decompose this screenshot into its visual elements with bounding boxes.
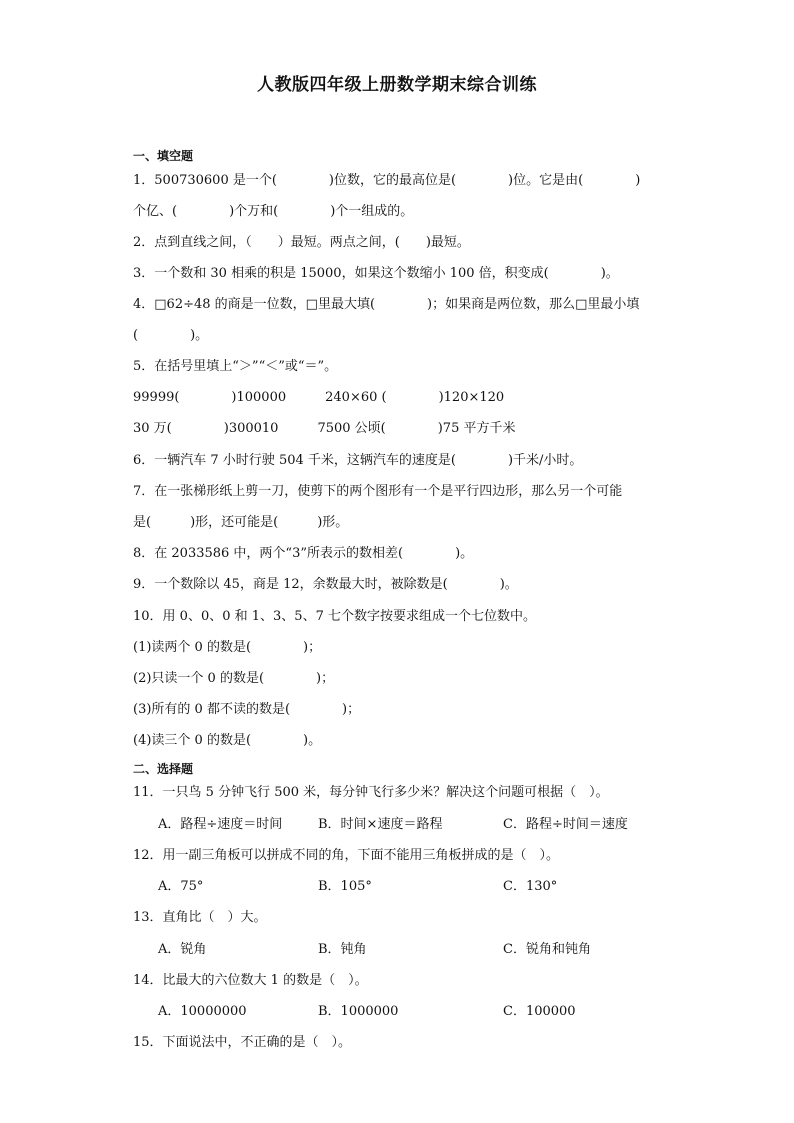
fill-line: 9．一个数除以 45，商是 12，余数最大时，被除数是( )。 bbox=[133, 577, 518, 592]
fill-line: 是( )形，还可能是( )形。 bbox=[133, 515, 349, 530]
fill-line: 3．一个数和 30 相乘的积是 15000，如果这个数缩小 100 倍，积变成( )。 bbox=[133, 266, 619, 281]
question-stem: 15．下面说法中，不正确的是（ ）。 bbox=[133, 1035, 352, 1050]
document-title: 人教版四年级上册数学期末综合训练 bbox=[257, 75, 537, 95]
question-stem: 14．比最大的六位数大 1 的数是（ ）。 bbox=[133, 973, 368, 988]
fill-line: 5．在括号里填上“＞”“＜”或“＝”。 bbox=[133, 359, 338, 374]
question-option: C．130° bbox=[503, 879, 558, 894]
section-heading-fill: 一、填空题 bbox=[133, 149, 194, 163]
question-option: C．100000 bbox=[503, 1004, 576, 1019]
fill-line: 10．用 0、0、0 和 1、3、5、7 七个数字按要求组成一个七位数中。 bbox=[133, 609, 536, 624]
question-stem: 13．直角比（ ）大。 bbox=[133, 910, 267, 925]
fill-line: 6．一辆汽车 7 小时行驶 504 千米，这辆汽车的速度是( )千米/小时。 bbox=[133, 453, 583, 468]
fill-line: 30 万( )300010 7500 公顷( )75 平方千米 bbox=[133, 421, 516, 436]
fill-line: (2)只读一个 0 的数是( )； bbox=[133, 671, 335, 686]
question-option: A．10000000 bbox=[158, 1004, 247, 1019]
fill-line: 个亿、( )个万和( )个一组成的。 bbox=[133, 204, 414, 219]
question-option: A．75° bbox=[158, 879, 204, 894]
fill-line: 99999( )100000 240×60 ( )120×120 bbox=[133, 390, 505, 405]
question-option: B．时间×速度＝路程 bbox=[318, 817, 443, 832]
question-option: C．锐角和钝角 bbox=[503, 942, 591, 957]
section-heading-choice: 二、选择题 bbox=[133, 762, 194, 776]
fill-line: 2．点到直线之间，（ ）最短。两点之间，( )最短。 bbox=[133, 235, 470, 250]
question-option: A．路程÷速度＝时间 bbox=[158, 817, 283, 832]
question-option: B．105° bbox=[318, 879, 372, 894]
fill-line: (4)读三个 0 的数是( )。 bbox=[133, 733, 322, 748]
question-stem: 12．用一副三角板可以拼成不同的角，下面不能用三角板拼成的是（ ）。 bbox=[133, 848, 560, 863]
fill-line: 7．在一张梯形纸上剪一刀，使剪下的两个图形有一个是平行四边形，那么另一个可能 bbox=[133, 484, 623, 499]
question-stem: 11．一只鸟 5 分钟飞行 500 米，每分钟飞行多少米？解决这个问题可根据（ ）。 bbox=[133, 785, 609, 800]
fill-line: 4．□62÷48 的商是一位数，□里最大填( )；如果商是两位数，那么□里最小填 bbox=[133, 297, 640, 312]
fill-line: (3)所有的 0 都不读的数是( )； bbox=[133, 702, 361, 717]
question-option: C．路程÷时间＝速度 bbox=[503, 817, 628, 832]
fill-line: 8．在 2033586 中，两个“3”所表示的数相差( )。 bbox=[133, 546, 474, 561]
question-option: B．1000000 bbox=[318, 1004, 399, 1019]
question-option: A．锐角 bbox=[158, 942, 207, 957]
fill-line: (1)读两个 0 的数是( )； bbox=[133, 640, 322, 655]
fill-line: ( )。 bbox=[133, 328, 209, 343]
question-option: B．钝角 bbox=[318, 942, 367, 957]
fill-line: 1．500730600 是一个( )位数，它的最高位是( )位。它是由( ) bbox=[133, 173, 641, 188]
